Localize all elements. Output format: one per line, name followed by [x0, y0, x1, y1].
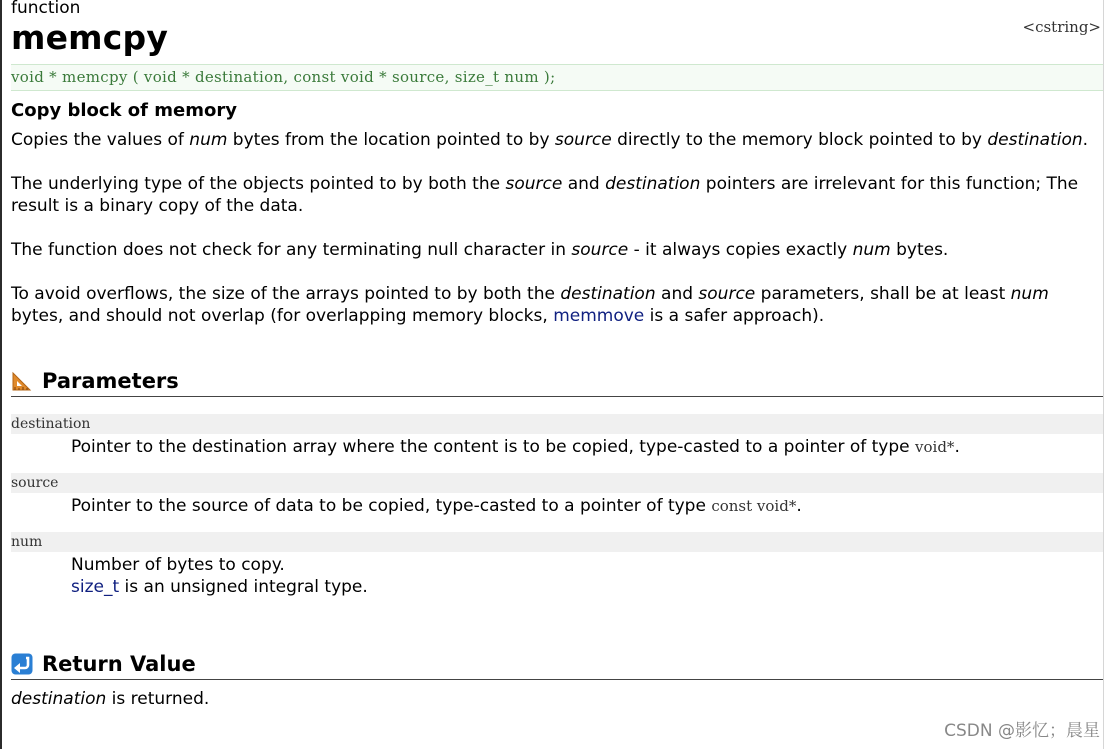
param-destination [11, 414, 1103, 458]
size-t-link[interactable]: size_t [71, 577, 120, 597]
left-border [0, 0, 2, 749]
short-description: Copy block of memory [11, 100, 237, 121]
title-row [11, 16, 1103, 62]
description-paragraph-2: The underlying type of the objects pointed to by both the source and destination pointers are irrelevant for this function; The result is a binary copy of the data. [11, 174, 1079, 216]
param-source [11, 473, 1103, 517]
param-description: Pointer to the source of data to be copied, type-casted to a pointer of type const void*. [71, 496, 802, 516]
param-description: Number of bytes to copy. size_t is an unsigned integral type. [71, 555, 368, 597]
entity-kind: function [11, 0, 81, 18]
parameters-heading [11, 367, 1103, 397]
prototype: void * memcpy ( void * destination, const void * source, size_t num ); [11, 64, 1103, 91]
memmove-link[interactable]: memmove [553, 306, 645, 326]
param-description: Pointer to the destination array where the content is to be copied, type-casted to a pointer of type void*. [71, 437, 960, 457]
watermark: CSDN @影忆；晨星 [944, 721, 1100, 741]
param-name: num [11, 532, 1103, 552]
return-value-text: destination is returned. [11, 689, 210, 709]
set-square-icon [11, 370, 33, 392]
param-name: source [11, 473, 1103, 493]
param-num [11, 532, 1103, 598]
parameter-list [11, 414, 1103, 598]
return-value-heading [11, 650, 1103, 680]
reference-page [11, 0, 1103, 710]
return-arrow-icon [11, 653, 33, 675]
parameters-title: Parameters [42, 369, 179, 393]
description-paragraph-4: To avoid overflows, the size of the arrays pointed to by both the destination and source parameters, shall be at least num bytes, and should not overlap (for overlapping memory blocks, memmove is a safer approach). [11, 284, 1049, 326]
right-border [1103, 0, 1104, 749]
function-name: memcpy [11, 18, 169, 57]
param-name: destination [11, 414, 1103, 434]
description-paragraph-1: Copies the values of num bytes from the location pointed to by source directly to the memory block pointed to by destination. [11, 130, 1089, 150]
header-name[interactable]: <cstring> [1022, 18, 1101, 36]
return-value-title: Return Value [42, 652, 196, 676]
description-paragraph-3: The function does not check for any terminating null character in source - it always copies exactly num bytes. [11, 240, 949, 260]
